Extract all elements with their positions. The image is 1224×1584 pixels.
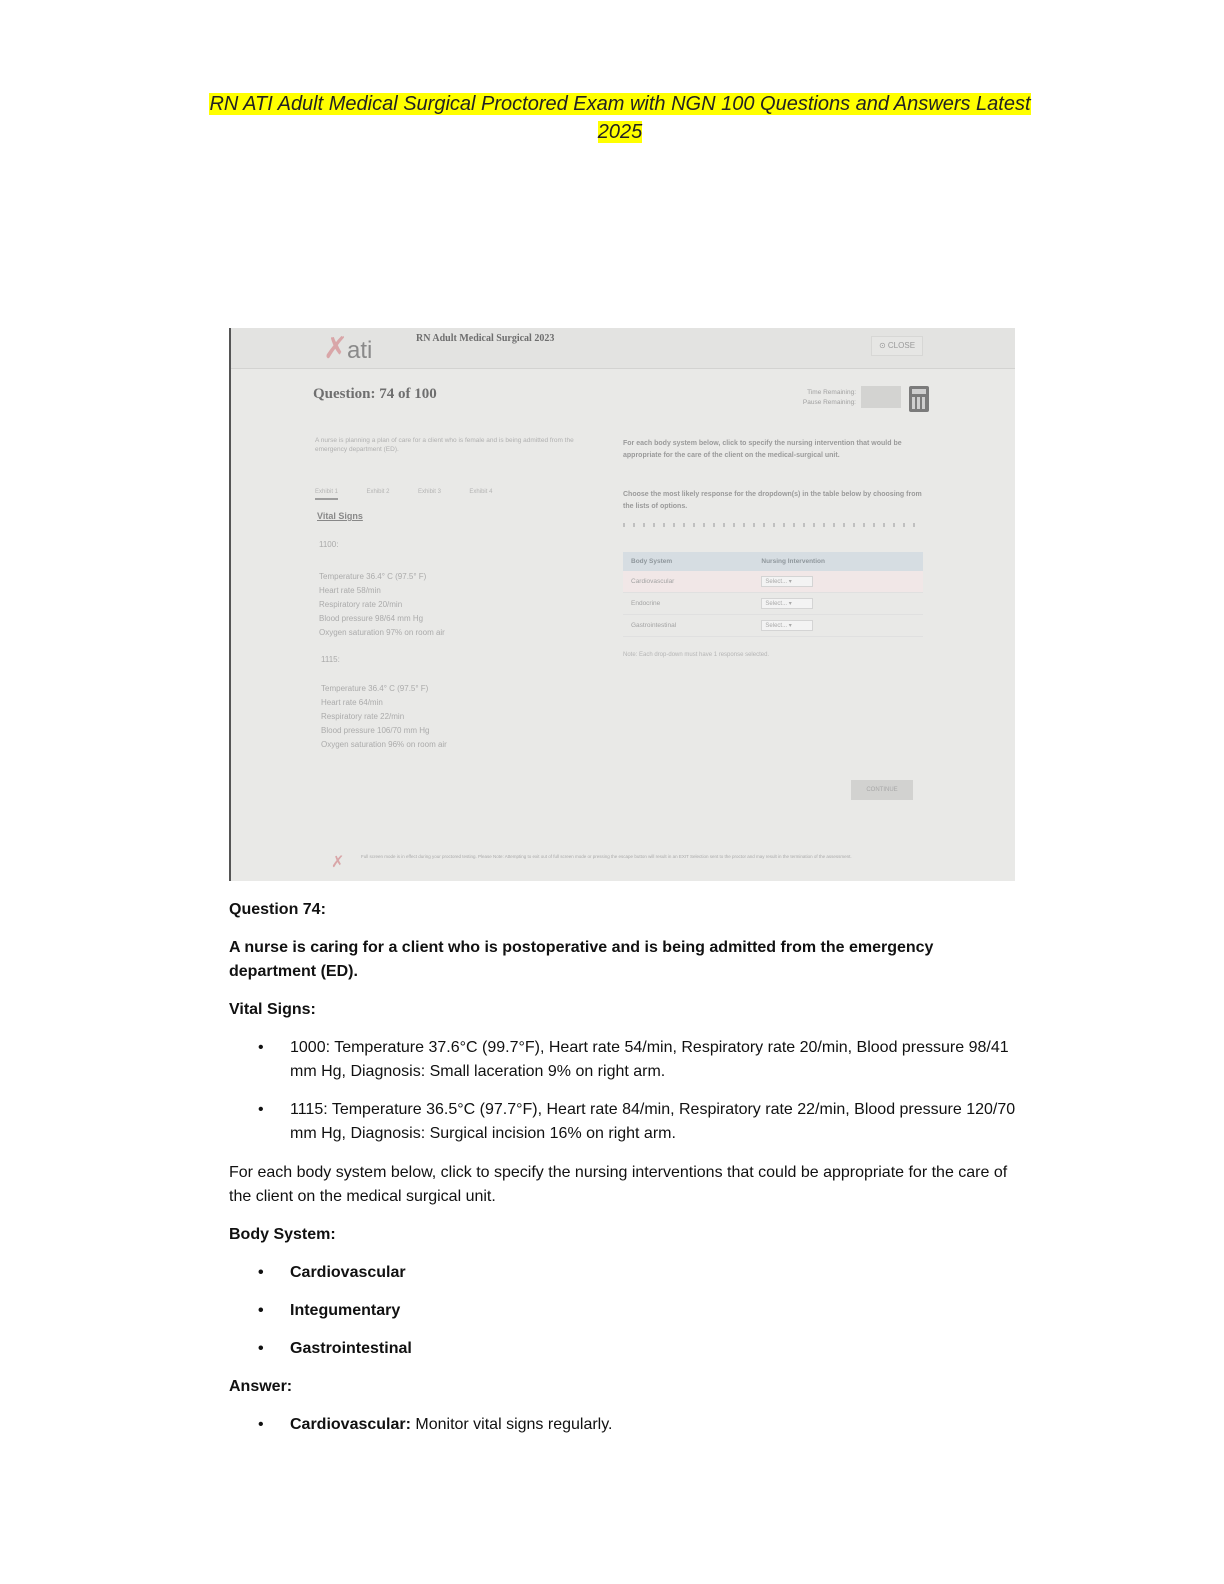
ati-footer-icon: ✗ [331, 854, 345, 871]
intervention-dropdown[interactable]: Select... ▾ [761, 576, 813, 587]
vital-signs-label: Vital Signs: [229, 1001, 316, 1018]
close-button[interactable]: ⊙ CLOSE [871, 336, 923, 356]
exam-title: RN Adult Medical Surgical 2023 [416, 333, 555, 344]
vitals-list-1: Temperature 36.4° C (97.5° F) Heart rate 58/min Respiratory rate 20/min Blood pressure 98/64 mm Hg Oxygen saturation 97% on room air [319, 572, 445, 637]
question-counter: Question: 74 of 100 [313, 386, 437, 402]
vitals-time-2: 1115: [321, 655, 340, 664]
column-header: Nursing Intervention [753, 552, 923, 571]
time-remaining: Time Remaining: Pause Remaining: [802, 389, 856, 406]
calculator-icon[interactable] [909, 386, 929, 412]
table-row [623, 615, 923, 637]
vitals-time-1: 1100: [319, 540, 339, 549]
body-system-cell: Endocrine [623, 593, 753, 615]
list-item: • Integumentary [229, 1299, 1019, 1323]
dropdown-note: Note: Each drop-down must have 1 response selected. [623, 652, 770, 658]
body-system-label: Body System: [229, 1226, 336, 1243]
vitals-list-2: Temperature 36.4° C (97.5° F) Heart rate 64/min Respiratory rate 22/min Blood pressure 106/70 mm Hg Oxygen saturation 96% on room air [321, 684, 447, 749]
question-intro: A nurse is planning a plan of care for a client who is female and is being admitted from the emergency department (ED). [315, 437, 574, 453]
pause-button[interactable] [861, 386, 901, 408]
continue-button[interactable]: CONTINUE [851, 780, 913, 800]
tab-exhibit-1[interactable]: Exhibit 1 [315, 489, 338, 500]
tab-exhibit-3[interactable]: Exhibit 3 [417, 489, 441, 495]
vitals-list [229, 1036, 1019, 1146]
instruction-text: For each body system below, click to specify the nursing intervention that would be appropriate for the care of the client on the medical-surgical unit. [623, 440, 902, 459]
list-item: • 1000: Temperature 37.6°C (99.7°F), Heart rate 54/min, Respiratory rate 20/min, Blood pressure 98/41 mm Hg, Diagnosis: Small laceration 9% on right arm. [229, 1036, 1019, 1084]
intervention-dropdown[interactable]: Select... ▾ [761, 620, 813, 631]
intervention-table [623, 552, 923, 637]
exam-header [231, 328, 1015, 369]
question-label: Question 74: [229, 901, 326, 918]
divider [623, 523, 923, 527]
exam-screenshot: ✗ ati RN Adult Medical Surgical 2023 ⊙ CLOSE Question: 74 of 100 Time Remaining: Pause Remaining: A nurse is planning a plan of care for a client who is female and is being admitted from the emergency department (ED). Exhibit 1 Exhibit 2 Exhibit 3 Exhibit 4 Vital Signs 1100: Temperature 36.4° C (97.5° F) Heart rate 58/min Respiratory rate 20/min Blood pressure 98/64 mm Hg Oxygen saturation 97% on room air 1115: Temperature 36.4° C (97.5° F) Heart rate 64/min Respiratory rate 22/min Blood pressure 106/70 mm Hg Oxygen saturation 96% on room air For each body system below, click to specify the nursing intervention that would be appropriate for the care of the client on the medical-surgical unit. Choose the most likely response for the dropdown(s) in the table below by choosing from the lists of options. Body System Nursing Intervention Cardiovascular Select... ▾ Endocrine Select... ▾ Gastrointestinal Select... ▾ Note: Each drop-down must have 1 response selected. CONTINUE ✗ Full screen mode is in effect during your proctored testing. Please Note: Attempting to exit out of full screen mode or pressing the escape button will result in an EXIT Selection sent to the proctor and may result in the termination of the assessment. [229, 328, 1015, 881]
tab-exhibit-4[interactable]: Exhibit 4 [469, 489, 493, 495]
table-row [623, 593, 923, 615]
vital-signs-heading: Vital Signs [317, 511, 363, 521]
answer-label: Answer: [229, 1378, 293, 1395]
instruction-paragraph: For each body system below, click to specify the nursing interventions that could be appropriate for the care of the client on the medical surgical unit. [229, 1164, 1008, 1205]
ati-logo-mark-icon: ✗ [323, 331, 349, 366]
list-item: • Gastrointestinal [229, 1337, 1019, 1361]
ati-logo: ✗ ati [323, 331, 373, 366]
exhibit-tabs [315, 480, 535, 494]
body-system-cell: Cardiovascular [623, 571, 753, 593]
table-row [623, 571, 923, 593]
answer-list [229, 1413, 1019, 1437]
list-item: • Cardiovascular [229, 1261, 1019, 1285]
body-system-list [229, 1261, 1019, 1361]
intervention-dropdown[interactable]: Select... ▾ [761, 598, 813, 609]
body-system-cell: Gastrointestinal [623, 615, 753, 637]
document-title: RN ATI Adult Medical Surgical Proctored Exam with NGN 100 Questions and Answers Latest 2025 [209, 93, 1031, 143]
list-item: • 1115: Temperature 36.5°C (97.7°F), Heart rate 84/min, Respiratory rate 22/min, Blood pressure 120/70 mm Hg, Diagnosis: Surgical incision 16% on right arm. [229, 1098, 1019, 1146]
dropdown-instruction: Choose the most likely response for the dropdown(s) in the table below by choosing from the lists of options. [623, 491, 922, 510]
question-stem: A nurse is caring for a client who is postoperative and is being admitted from the emergency department (ED). [229, 939, 934, 980]
tab-exhibit-2[interactable]: Exhibit 2 [366, 489, 390, 495]
list-item: • Cardiovascular: Monitor vital signs regularly. [229, 1413, 1019, 1437]
column-header: Body System [623, 552, 753, 571]
